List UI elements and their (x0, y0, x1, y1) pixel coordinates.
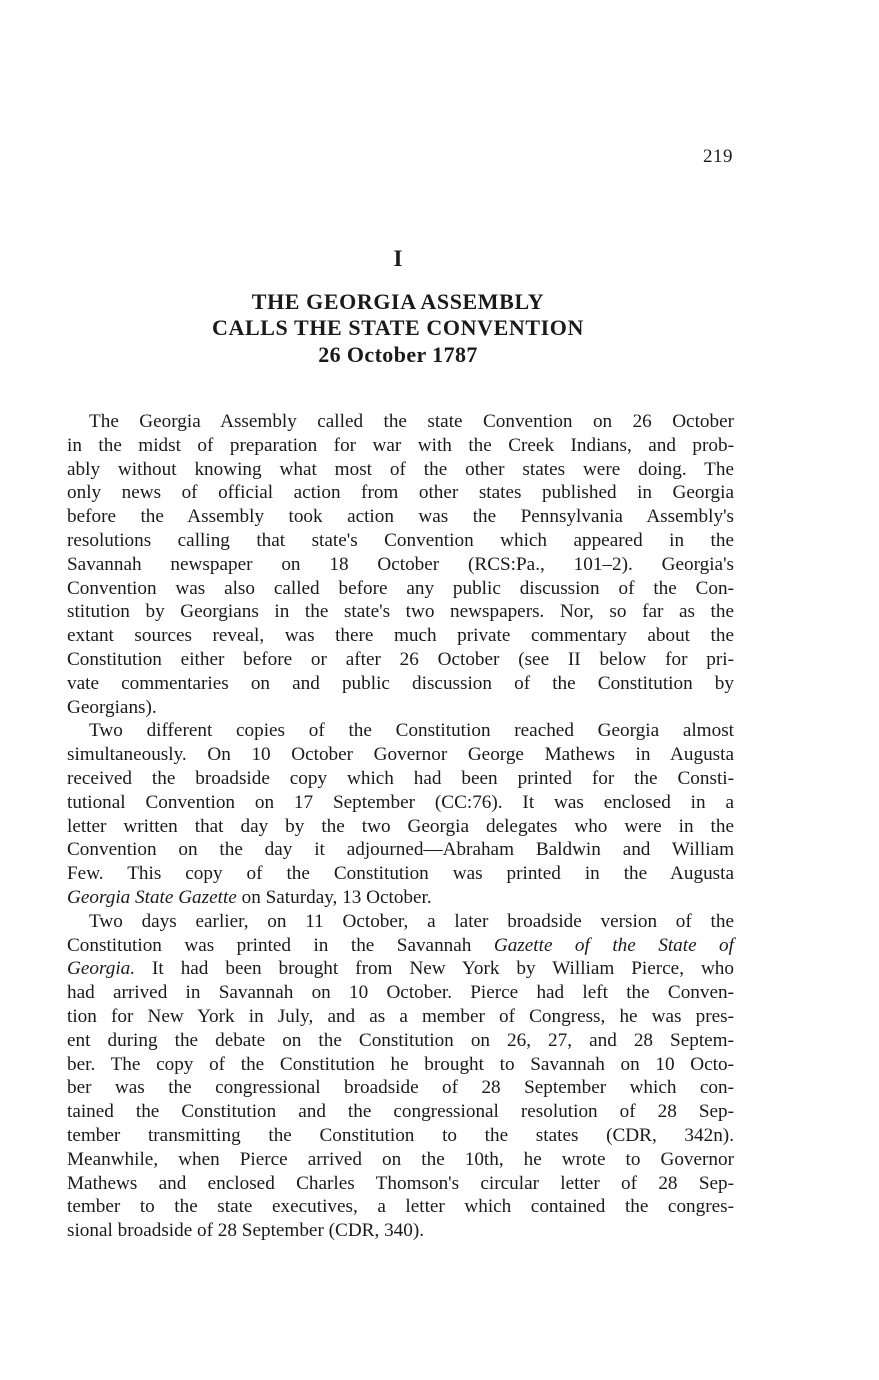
text-line (67, 886, 734, 910)
text-line: extant sources reveal, was there much private commentary about the (67, 625, 734, 647)
text-line: Convention was also called before any public discussion of the Con- (67, 577, 734, 599)
text-line (67, 934, 734, 958)
text-line: tion for New York in July, and as a member of Congress, he was pres- (67, 1005, 734, 1027)
paragraph-3 (67, 910, 734, 1243)
text-line: had arrived in Savannah on 10 October. Pierce had left the Conven- (67, 982, 734, 1004)
text-line: Mathews and enclosed Charles Thomson's circular letter of 28 Sep- (67, 1172, 734, 1194)
body-text (67, 410, 734, 1243)
text-line: The Georgia Assembly called the state Convention on 26 October (89, 411, 734, 432)
text-line: tember to the state executives, a letter which contained the congres- (67, 1196, 734, 1218)
text-line: ent during the debate on the Constitution on 26, 27, and 28 Septem- (67, 1029, 734, 1051)
newspaper-title: Georgia. (67, 958, 136, 980)
chapter-title-line-1: THE GEORGIA ASSEMBLY (251, 289, 545, 314)
text-fragment: It had been brought from New York by William Pierce, who (135, 958, 734, 980)
text-line: stitution by Georgians in the state's two newspapers. Nor, so far as the (67, 601, 734, 623)
text-line: Two different copies of the Constitution reached Georgia almost (89, 720, 734, 742)
paragraph-2 (67, 719, 734, 909)
text-line: tained the Constitution and the congressional resolution of 28 Sep- (67, 1101, 734, 1123)
text-line: Constitution either before or after 26 October (see II below for pri- (67, 648, 734, 670)
text-line: ber was the congressional broadside of 28 September which con- (67, 1077, 734, 1099)
text-line: Georgians). (67, 696, 157, 718)
text-line: sional broadside of 28 September (CDR, 340). (67, 1220, 425, 1242)
text-line: received the broadside copy which had been printed for the Consti- (67, 767, 734, 789)
newspaper-title: Georgia State Gazette (67, 886, 237, 908)
text-line: tutional Convention on 17 September (CC:76). It was enclosed in a (67, 791, 734, 813)
paragraph-1 (67, 410, 734, 719)
text-fragment: Constitution was printed in the Savannah (67, 934, 494, 956)
text-line: Few. This copy of the Constitution was printed in the Augusta (67, 863, 734, 885)
text-line: in the midst of preparation for war with the Creek Indians, and prob- (67, 434, 734, 456)
text-line: before the Assembly took action was the Pennsylvania Assembly's (67, 506, 734, 528)
text-line: only news of official action from other states published in Georgia (67, 482, 734, 504)
text-line (67, 957, 734, 981)
text-line: Convention on the day it adjourned—Abraham Baldwin and William (67, 839, 734, 861)
text-line: Two days earlier, on 11 October, a later broadside version of the (89, 910, 734, 932)
text-line: Savannah newspaper on 18 October (RCS:Pa., 101–2). Georgia's (67, 553, 734, 575)
chapter-date: 26 October 1787 (318, 342, 478, 367)
text-fragment: on Saturday, 13 October. (236, 886, 432, 908)
text-line: ably without knowing what most of the other states were doing. The (67, 458, 734, 480)
text-line: letter written that day by the two Georgia delegates who were in the (67, 815, 734, 837)
chapter-heading (0, 246, 796, 368)
text-line: vate commentaries on and public discussion of the Constitution by (67, 672, 734, 694)
newspaper-title: Gazette of the State of (493, 934, 734, 956)
text-line: tember transmitting the Constitution to the states (CDR, 342n). (67, 1124, 734, 1146)
chapter-numeral: I (393, 246, 403, 271)
text-line: resolutions calling that state's Convention which appeared in the (67, 529, 734, 551)
text-line: simultaneously. On 10 October Governor George Mathews in Augusta (67, 744, 734, 766)
chapter-title-line-2: CALLS THE STATE CONVENTION (212, 315, 584, 340)
text-line: Meanwhile, when Pierce arrived on the 10th, he wrote to Governor (67, 1148, 734, 1170)
page-number: 219 (703, 146, 733, 167)
text-line: ber. The copy of the Constitution he brought to Savannah on 10 Octo- (67, 1053, 734, 1075)
